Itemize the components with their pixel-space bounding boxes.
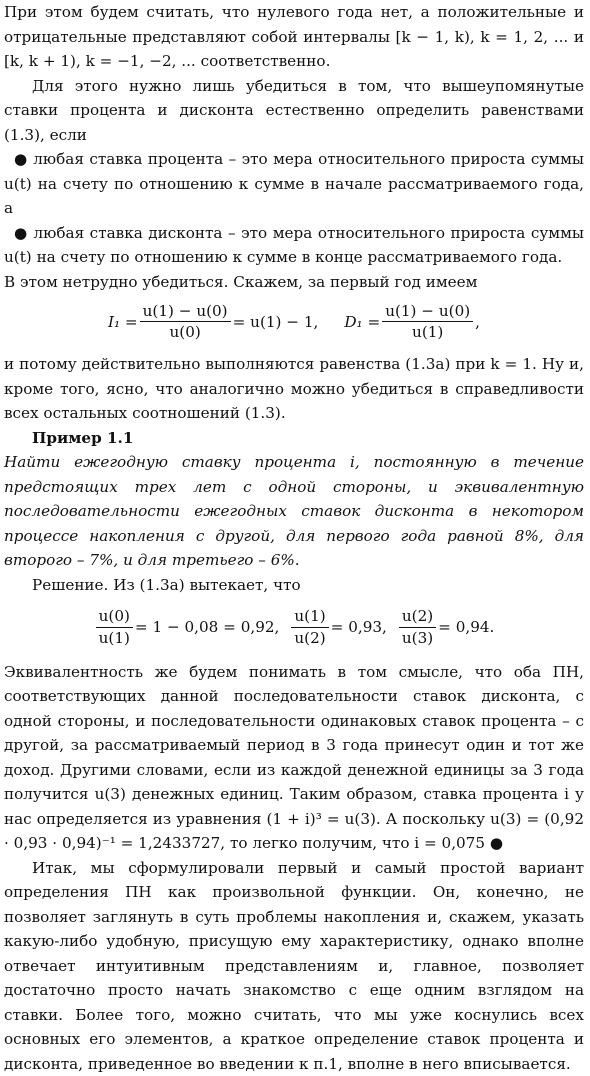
formula-i1-rhs: = u(1) − 1, (232, 312, 319, 331)
formula-ratio-1-rhs: = 1 − 0,08 = 0,92, (134, 618, 280, 636)
formula-ratio-3 (399, 609, 436, 645)
formula-ratio-1-numerator: u(0) (96, 609, 133, 627)
formula-i1-numerator: u(1) − u(0) (140, 304, 231, 322)
page (4, 0, 584, 1076)
formula-i1-denominator: u(0) (169, 323, 201, 342)
formula-ratio-2 (291, 609, 328, 645)
formula-i1-d1 (4, 304, 584, 340)
paragraph-equivalence: Эквивалентность же будем понимать в том смысле, что оба ПН, соответствующих данной последовательности ставок дисконта, с одной стороны, и последовательности одинаковых ставок процента – с другой, за рассматриваемый период в 3 года принесут один и тот же доход. Другими словами, если из каждой денежной единицы за 3 года получится u(3) денежных единиц. Таким образом, ставка процента i у нас определяется из уравнения (1 + i)³ = u(3). А поскольку u(3) = (0,92 · 0,93 · 0,94)⁻¹ = 1,2433727, то легко получим, что i = 0,075 ● (4, 662, 584, 853)
formula-d1-denominator: u(1) (412, 323, 444, 342)
formula-ratio-1-denominator: u(1) (98, 628, 130, 647)
bullet-interest: ● любая ставка процента – это мера относительного прироста суммы u(t) на счету по отношению к сумме в начале рассматриваемого года, а (4, 150, 584, 217)
formula-i1-fraction (140, 304, 231, 340)
formula-ratio-2-denominator: u(2) (294, 628, 326, 647)
formula-d1-fraction (382, 304, 473, 340)
formula-ratio-3-numerator: u(2) (399, 609, 436, 627)
formula-ratio-3-denominator: u(3) (401, 628, 434, 647)
formula-d1-numerator: u(1) − u(0) (382, 304, 473, 322)
paragraph-definition: Для этого нужно лишь убедиться в том, что вышеупомянутые ставки процента и дисконта естественно определить равенствами (1.3), если (4, 76, 584, 144)
example-task: Найти ежегодную ставку процента i, постоянную в течение предстоящих трех лет с одной стороны, и эквивалентную последовательности ежегодных ставок дисконта в некотором процессе накопления с другой, для первого года равной 8%, для второго – 7%, и для третьего – 6%. (4, 453, 584, 570)
formula-discount-ratios (4, 609, 584, 645)
example-heading: Пример 1.1 (32, 428, 134, 447)
formula-ratio-2-numerator: u(1) (291, 609, 328, 627)
paragraph-summary: Итак, мы сформулировали первый и самый простой вариант определения ПН как произвольной функции. Он, конечно, не позволяет заглянуть в суть проблемы накопления и, скажем, указать какую-либо удобную, присущую ему характеристику, однако вполне отвечает интуитивным представлениям и, главное, позволяет достаточно просто начать знакомство с еще одним взглядом на ставки. Более того, можно считать, что мы уже коснулись всех основных его элементов, а краткое определение ставок процента и дисконта, приведенное во введении к п.1, вполне в него вписывается. (4, 858, 584, 1073)
formula-d1-lhs: D₁ = (344, 312, 381, 331)
paragraph-first-year: В этом нетрудно убедиться. Скажем, за первый год имеем (4, 272, 478, 291)
formula-ratio-2-rhs: = 0,93, (330, 618, 387, 636)
paragraph-intro: При этом будем считать, что нулевого года нет, а положительные и отрицательные представляют собой интервалы [k − 1, k), k = 1, 2, ... и [k, k + 1), k = −1, −2, ... соответственно. (4, 3, 584, 70)
formula-ratio-3-rhs: = 0,94. (438, 618, 495, 636)
formula-d1-rhs: , (475, 312, 480, 331)
formula-ratio-1 (96, 609, 133, 645)
bullet-discount: ● любая ставка дисконта – это мера относительного прироста суммы u(t) на счету по отношению к сумме в конце рассматриваемого года. (4, 223, 584, 266)
solution-intro: Решение. Из (1.3а) вытекает, что (32, 575, 301, 594)
formula-i1-lhs: I₁ = (107, 312, 138, 331)
paragraph-conclusion: и потому действительно выполняются равенства (1.3а) при k = 1. Ну и, кроме того, ясно, что аналогично можно убедиться в справедливости всех остальных соотношений (1.3). (4, 355, 584, 423)
